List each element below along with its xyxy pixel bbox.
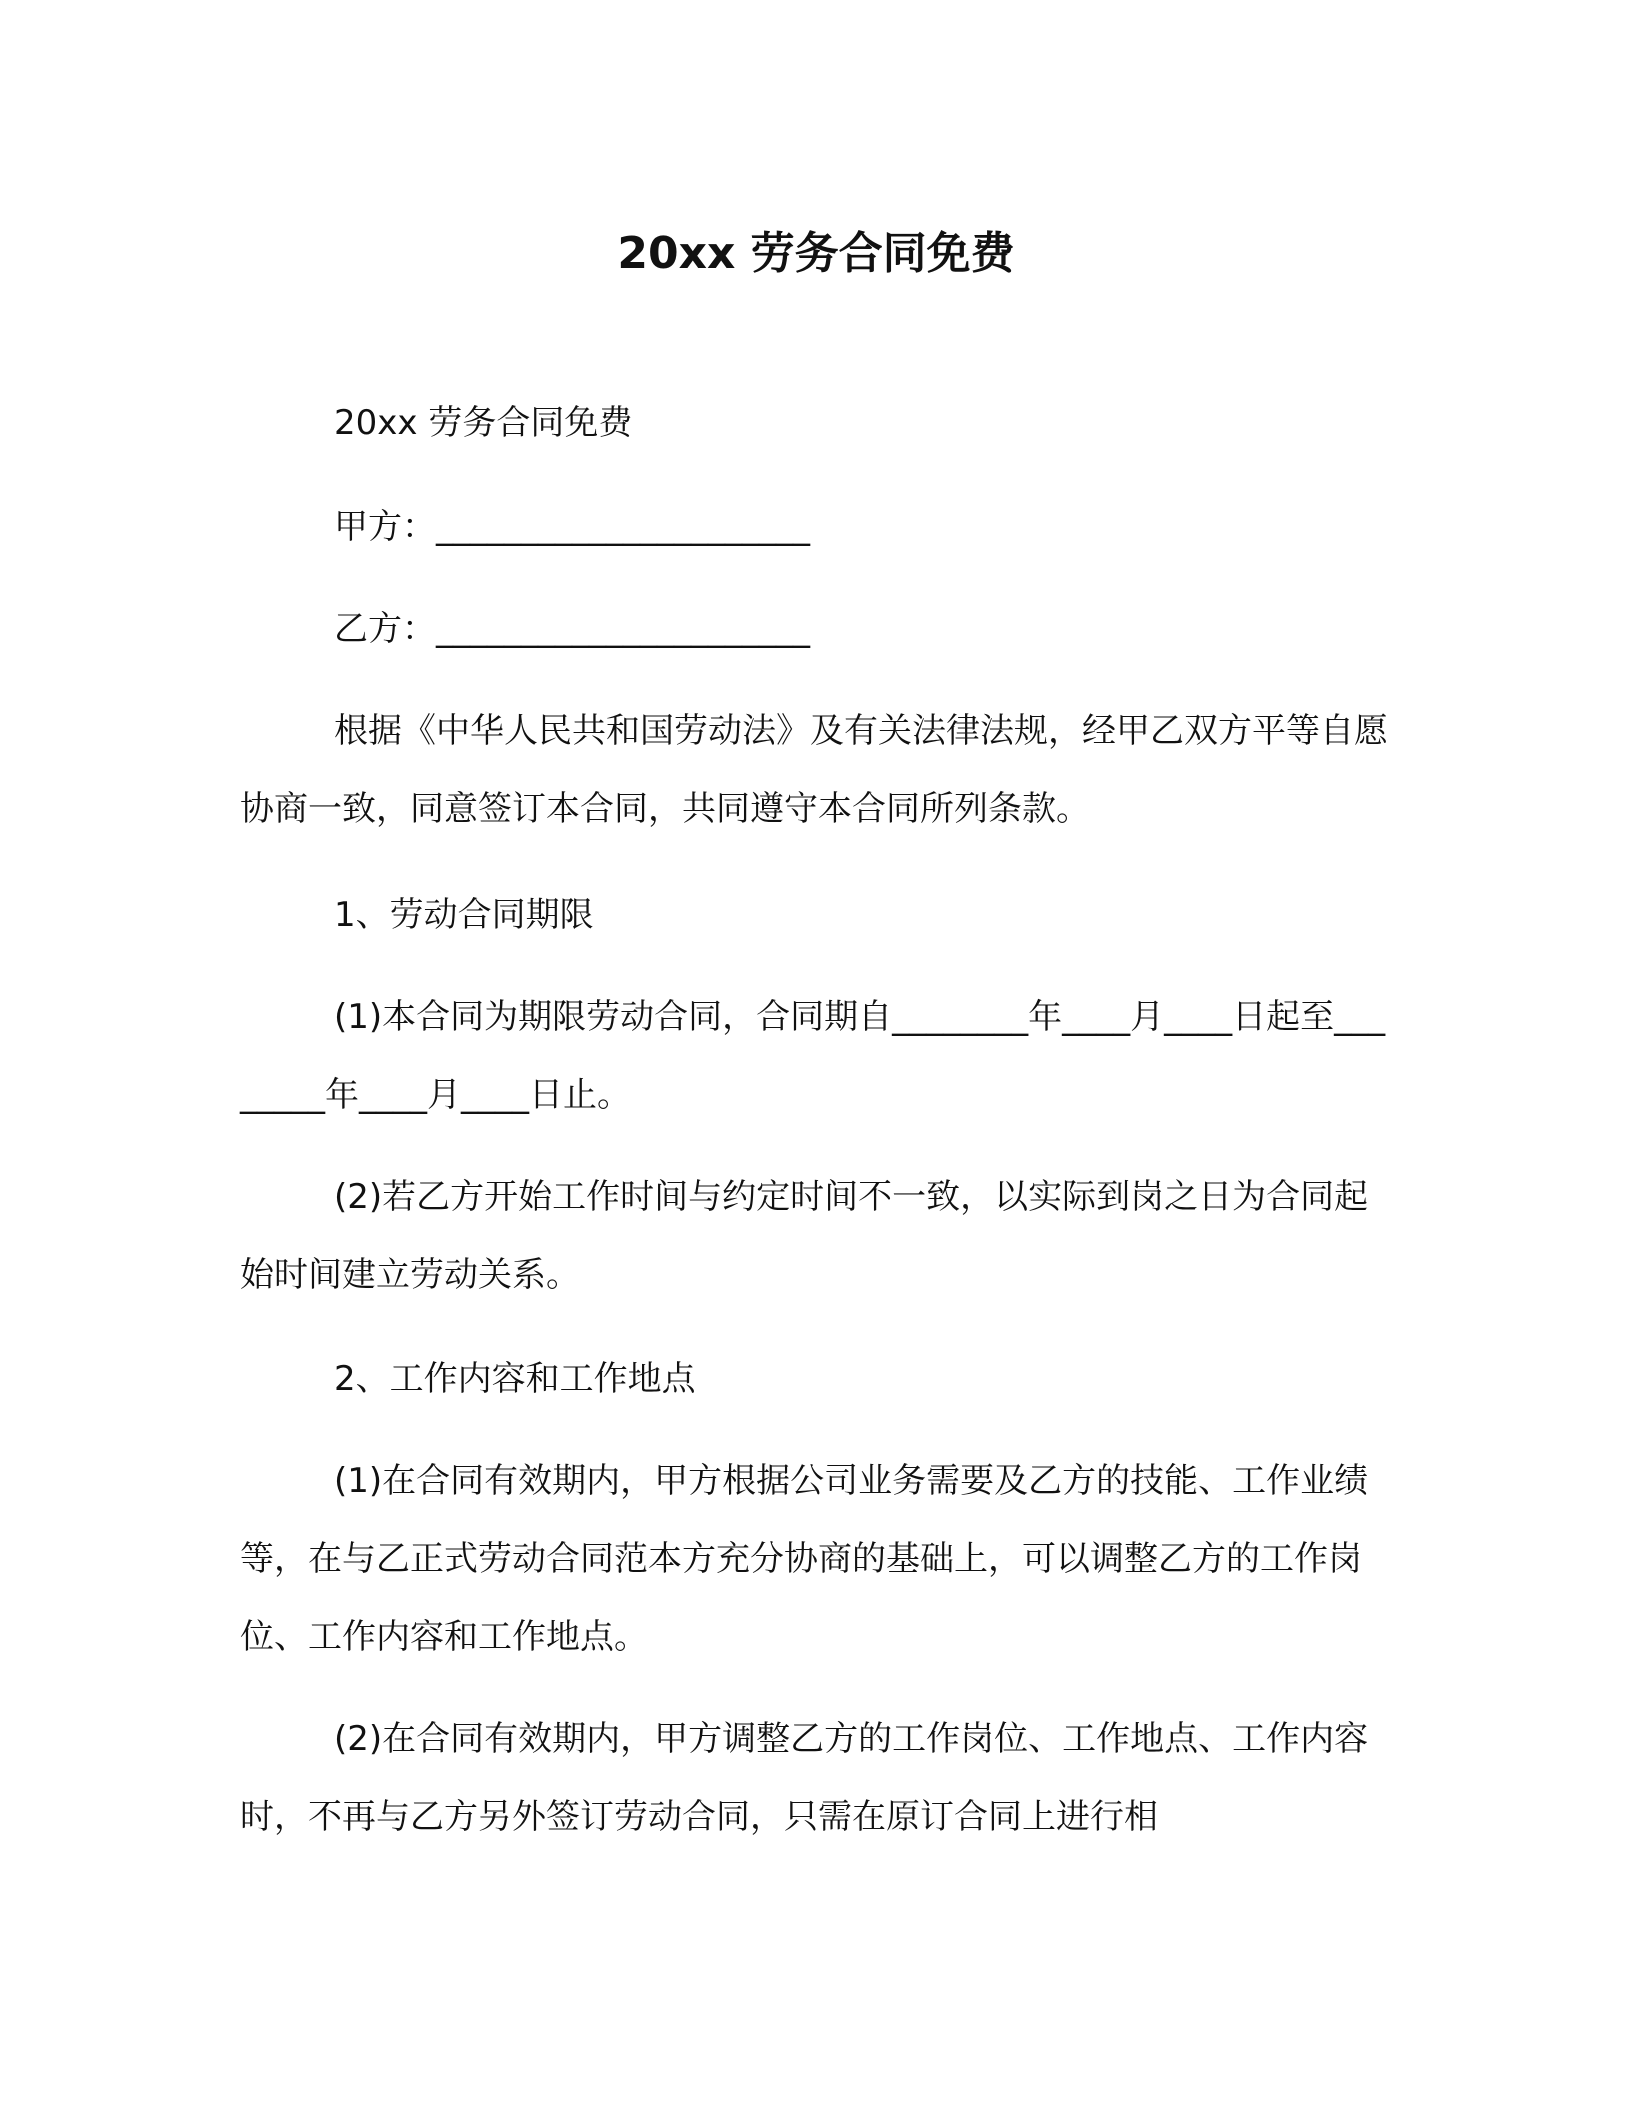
document-title: 20xx 劳务合同免费 — [617, 228, 1015, 279]
contract-heading: 20xx 劳务合同免费 — [334, 403, 633, 443]
section-2-heading: 2、工作内容和工作地点 — [334, 1359, 696, 1399]
section-1-clause-2: (2)若乙方开始工作时间与约定时间不一致，以实际到岗之日为合同起始时间建立劳动关系。 — [240, 1177, 1369, 1295]
party-a-line: 甲方：______________________ — [334, 507, 810, 547]
section-2-clause-2: (2)在合同有效期内，甲方调整乙方的工作岗位、工作地点、工作内容时，不再与乙方另外签订劳动合同，只需在原订合同上进行相 — [240, 1719, 1369, 1837]
section-1-heading: 1、劳动合同期限 — [334, 895, 594, 935]
party-b-line: 乙方：______________________ — [334, 609, 810, 649]
preamble-paragraph: 根据《中华人民共和国劳动法》及有关法律法规，经甲乙双方平等自愿协商一致，同意签订本合同，共同遵守本合同所列条款。 — [240, 711, 1388, 829]
section-2-clause-1: (1)在合同有效期内，甲方根据公司业务需要及乙方的技能、工作业绩等，在与乙正式劳动合同范本方充分协商的基础上，可以调整乙方的工作岗位、工作内容和工作地点。 — [240, 1461, 1369, 1657]
section-1-clause-1: (1)本合同为期限劳动合同，合同期自________年____月____日起至________年____月____日止。 — [240, 997, 1386, 1115]
